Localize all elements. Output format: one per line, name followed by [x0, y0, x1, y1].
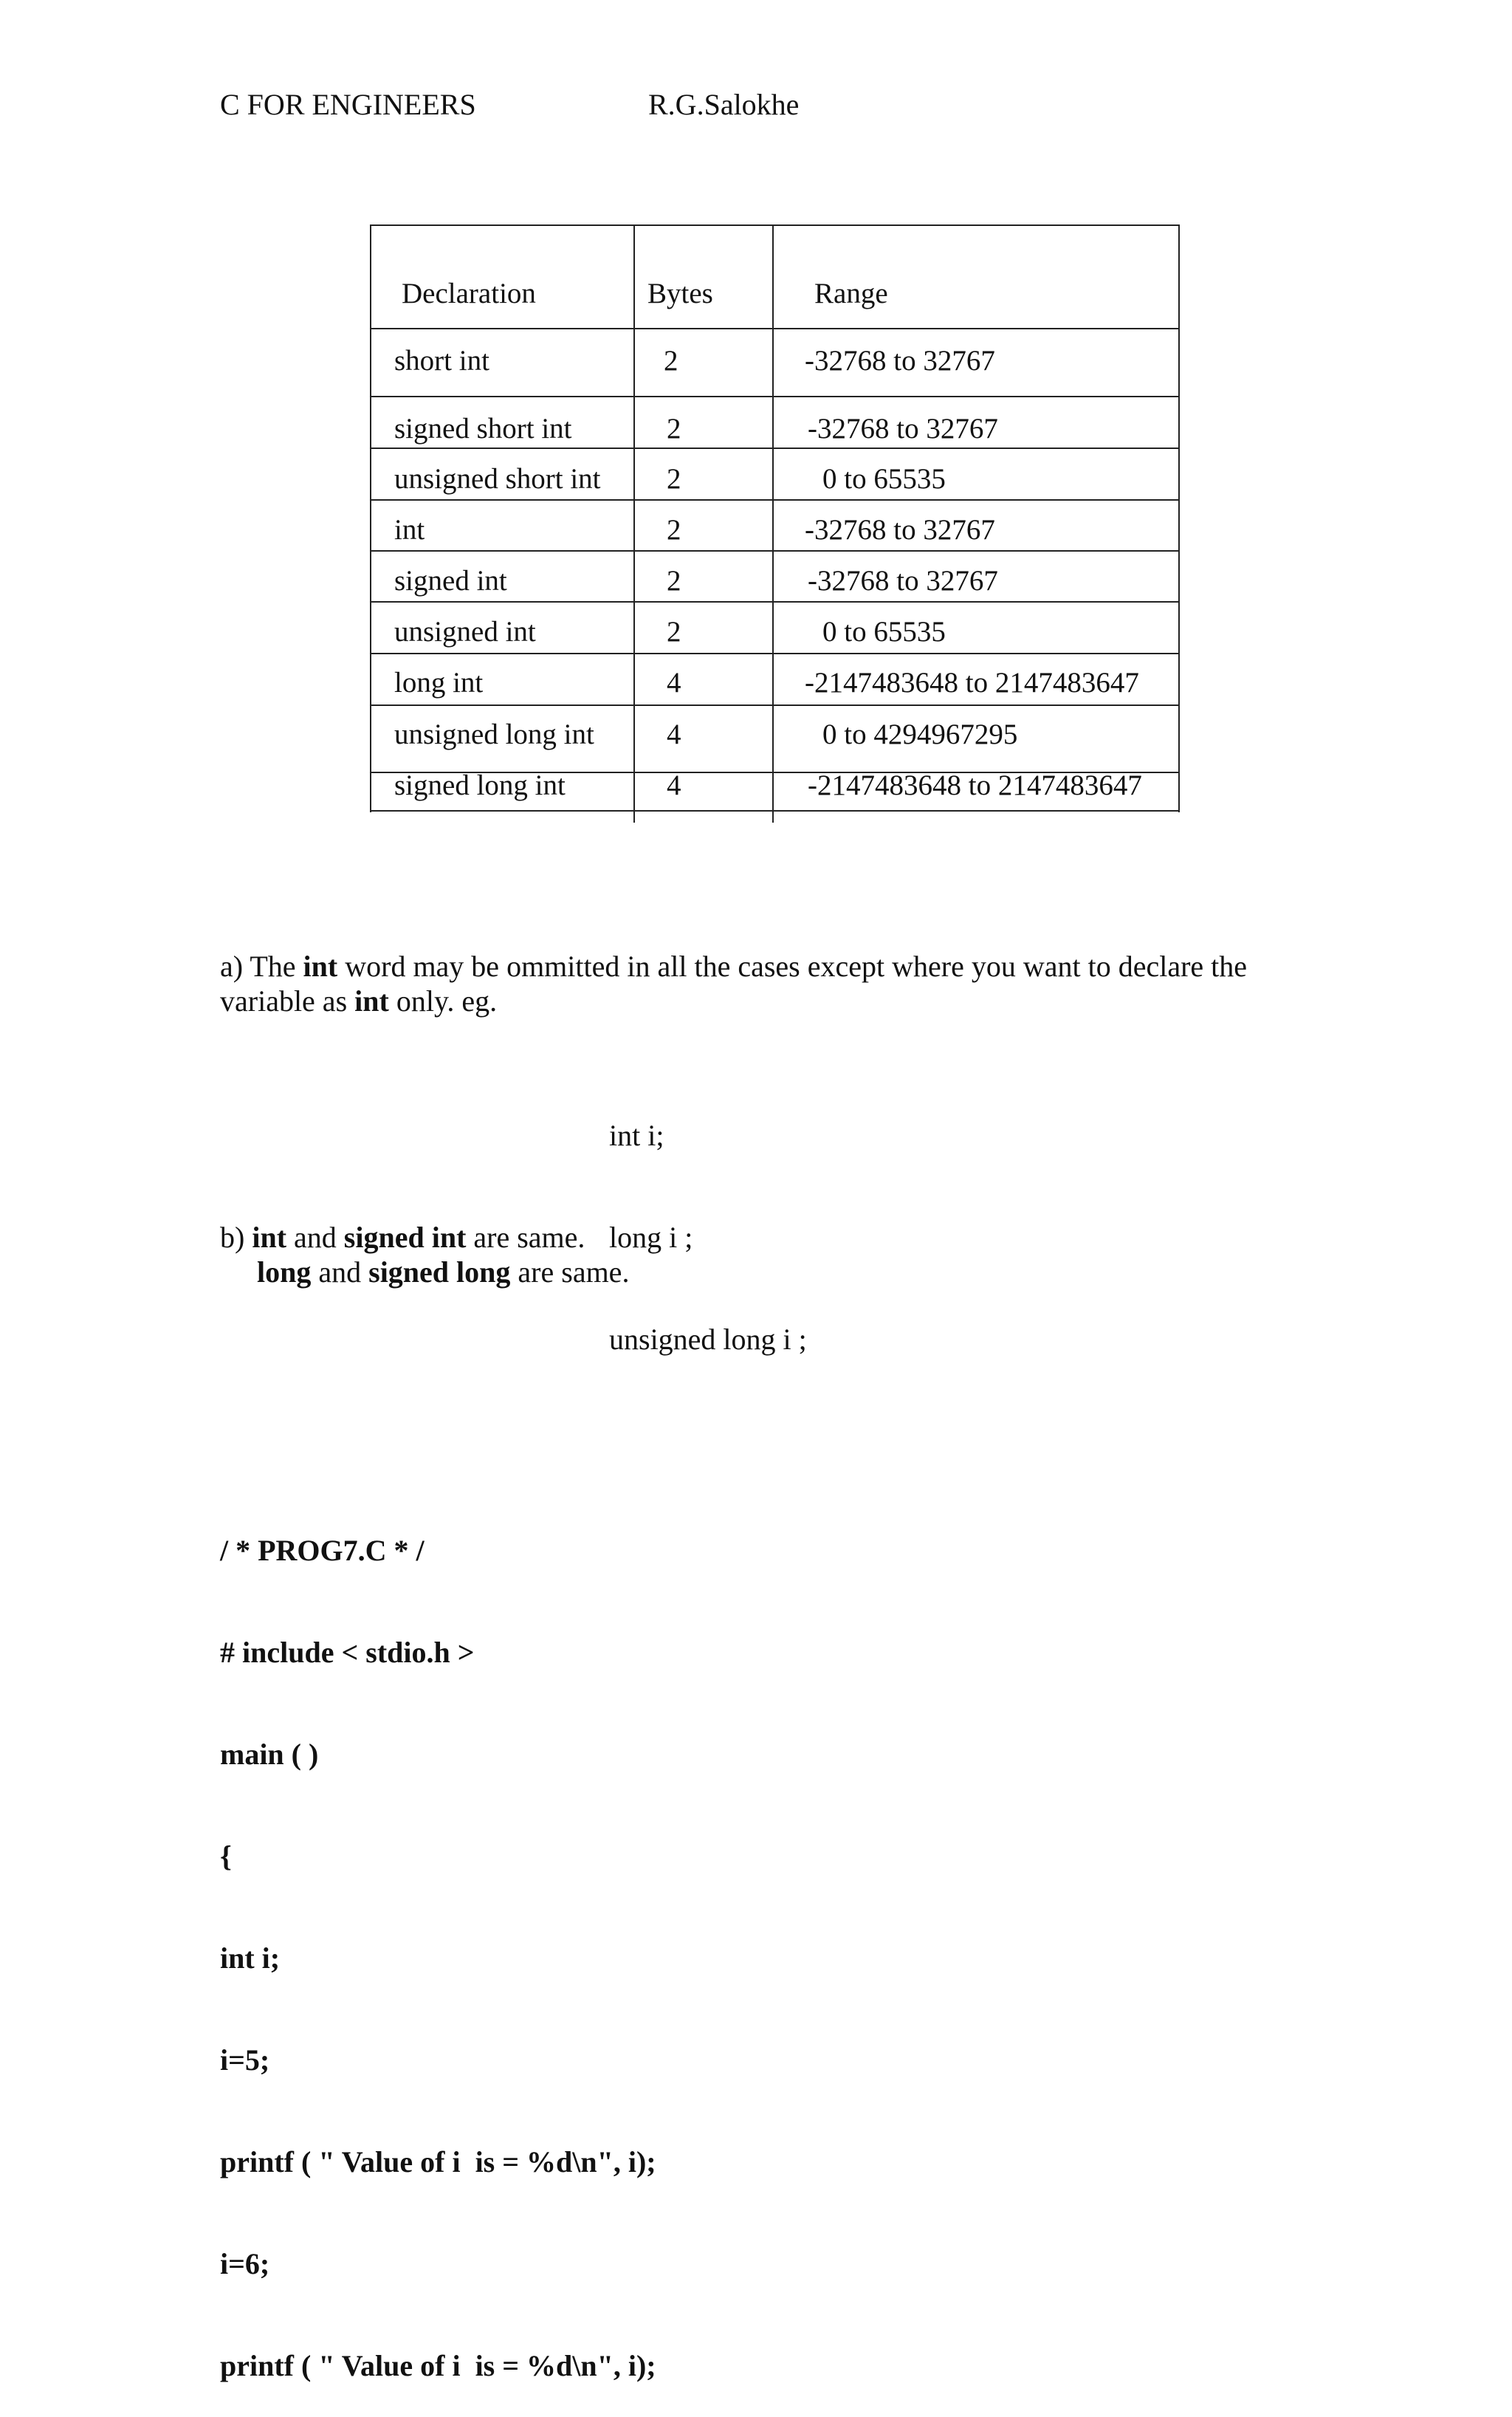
program-line: i=6; [220, 2247, 270, 2280]
example-line: int i; [609, 1119, 664, 1152]
keyword: int [354, 984, 389, 1018]
table-column-divider [633, 224, 635, 823]
table-cell-range: 0 to 4294967295 [822, 719, 1018, 750]
program-line: printf ( " Value of i is = %d\n", i); [220, 2349, 656, 2382]
program-line: / * PROG7.C * / [220, 1534, 425, 1567]
table-cell-range: -32768 to 32767 [805, 514, 995, 546]
table-cell-declaration: signed short int [394, 413, 572, 445]
document-author: R.G.Salokhe [648, 88, 800, 121]
example-code [609, 1051, 807, 1391]
table-rule [370, 550, 1180, 552]
table-cell-bytes: 2 [667, 463, 681, 495]
table-cell-declaration: signed int [394, 565, 507, 597]
program-line: # include < stdio.h > [220, 1636, 475, 1669]
table-cell-range: -32768 to 32767 [808, 565, 998, 597]
data-types-table [0, 0, 1512, 849]
table-cell-range: -32768 to 32767 [805, 345, 995, 377]
table-rule [370, 704, 1180, 706]
table-cell-bytes: 2 [664, 345, 678, 377]
table-rule [370, 601, 1180, 603]
table-cell-declaration: long int [394, 667, 484, 699]
keyword: signed long [368, 1255, 511, 1289]
example-line: unsigned long i ; [609, 1323, 807, 1356]
table-rule [370, 653, 1180, 654]
note-a-line-1 [220, 949, 1247, 984]
table-cell-range: -2147483648 to 2147483647 [805, 667, 1139, 699]
note-a-line-2 [220, 984, 497, 1018]
keyword: int [303, 950, 338, 983]
table-cell-bytes: 2 [667, 565, 681, 597]
table-header-bytes: Bytes [647, 278, 713, 309]
note-text: are same. [466, 1221, 585, 1254]
program-listing [220, 1466, 656, 2417]
table-rule [370, 224, 1180, 226]
table-rule [370, 396, 1180, 397]
table-cell-declaration: short int [394, 345, 489, 377]
table-cell-bytes: 4 [667, 769, 681, 801]
table-cell-declaration: unsigned int [394, 616, 536, 648]
table-header-range: Range [814, 278, 888, 309]
table-cell-bytes: 4 [667, 719, 681, 750]
table-cell-bytes: 2 [667, 616, 681, 648]
table-cell-declaration: unsigned short int [394, 463, 601, 495]
keyword: int [252, 1221, 287, 1254]
table-cell-range: -32768 to 32767 [808, 413, 998, 445]
keyword: long [257, 1255, 312, 1289]
note-text: b) [220, 1221, 252, 1254]
table-border-left [370, 224, 371, 812]
table-border-right [1178, 224, 1180, 812]
table-rule [370, 448, 1180, 449]
program-line: { [220, 1840, 232, 1873]
note-b-line-2 [257, 1255, 629, 1289]
table-cell-range: -2147483648 to 2147483647 [808, 769, 1142, 801]
table-column-divider [772, 224, 774, 823]
keyword: signed int [343, 1221, 467, 1254]
document-title: C FOR ENGINEERS [220, 88, 476, 121]
note-text: and [311, 1255, 369, 1289]
table-cell-bytes: 4 [667, 667, 681, 699]
table-cell-bytes: 2 [667, 514, 681, 546]
example-line: long i ; [609, 1221, 693, 1254]
table-cell-declaration: unsigned long int [394, 719, 594, 750]
table-rule [370, 499, 1180, 501]
program-line: int i; [220, 1941, 281, 1975]
note-text: variable as [220, 984, 355, 1018]
note-text: are same. [510, 1255, 630, 1289]
note-text: a) The [220, 950, 303, 983]
program-line: printf ( " Value of i is = %d\n", i); [220, 2145, 656, 2178]
table-cell-declaration: signed long int [394, 769, 566, 801]
table-cell-range: 0 to 65535 [822, 616, 946, 648]
note-b-line-1 [220, 1220, 585, 1255]
table-rule [370, 810, 1180, 812]
note-text: word may be ommitted in all the cases except where you want to declare the [337, 950, 1248, 983]
program-line: i=5; [220, 2043, 270, 2077]
program-line: main ( ) [220, 1738, 319, 1771]
table-cell-declaration: int [394, 514, 425, 546]
table-cell-bytes: 2 [667, 413, 681, 445]
table-cell-range: 0 to 65535 [822, 463, 946, 495]
table-header-declaration: Declaration [402, 278, 536, 309]
note-text: only. eg. [388, 984, 498, 1018]
note-text: and [286, 1221, 344, 1254]
table-rule [370, 328, 1180, 329]
